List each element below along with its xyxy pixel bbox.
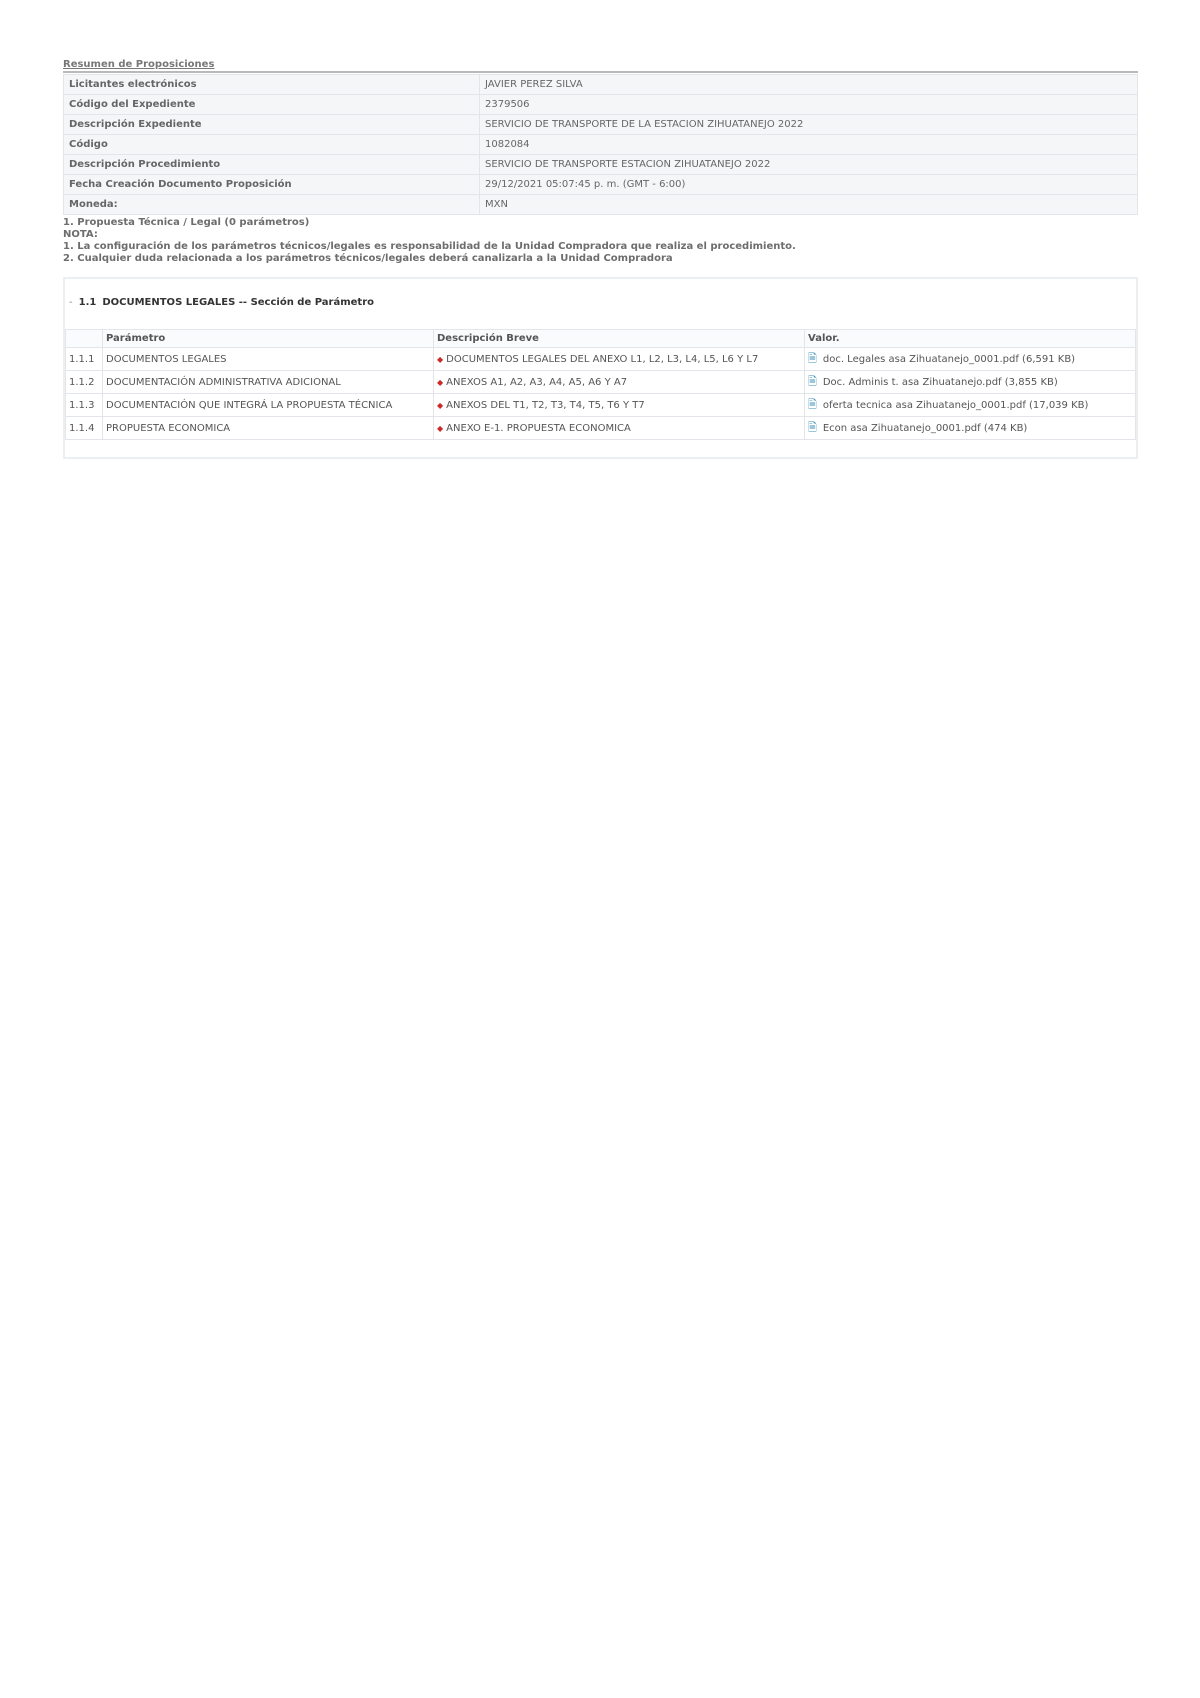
table-header-row xyxy=(66,330,1136,348)
table-row xyxy=(64,75,1138,95)
row-value xyxy=(805,371,1136,394)
summary-value: 29/12/2021 05:07:45 p. m. (GMT - 6:00) xyxy=(480,175,1138,195)
row-desc-text: ANEXO E-1. PROPUESTA ECONOMICA xyxy=(446,422,631,434)
column-header-param: Parámetro xyxy=(103,330,434,348)
row-desc xyxy=(434,394,805,417)
notes-line: 1. La configuración de los parámetros técnicos/legales es responsabilidad de la Unidad Compradora que realiza el procedimiento. xyxy=(63,241,796,252)
table-row xyxy=(64,95,1138,115)
summary-value: 2379506 xyxy=(480,95,1138,115)
diamond-bullet-icon: ◆ xyxy=(437,354,444,364)
row-param: DOCUMENTACIÓN ADMINISTRATIVA ADICIONAL xyxy=(103,371,434,394)
document-file-icon[interactable]: 🗎 xyxy=(808,397,817,411)
row-desc xyxy=(434,417,805,440)
row-number: 1.1.4 xyxy=(66,417,103,440)
summary-label: Moneda: xyxy=(64,195,480,215)
table-row xyxy=(64,115,1138,135)
summary-label: Descripción Procedimiento xyxy=(64,155,480,175)
notes-line: NOTA: xyxy=(63,229,98,240)
row-number: 1.1.1 xyxy=(66,348,103,371)
table-row xyxy=(64,175,1138,195)
parameter-section xyxy=(63,277,1138,459)
row-param: DOCUMENTACIÓN QUE INTEGRÁ LA PROPUESTA TÉCNICA xyxy=(103,394,434,417)
summary-label: Fecha Creación Documento Proposición xyxy=(64,175,480,195)
document-file-icon[interactable]: 🗎 xyxy=(808,374,817,388)
summary-value: 1082084 xyxy=(480,135,1138,155)
summary-table xyxy=(63,74,1138,215)
section-title: DOCUMENTOS LEGALES -- Sección de Parámetro xyxy=(102,297,374,308)
row-desc xyxy=(434,348,805,371)
table-row xyxy=(66,371,1136,394)
table-row xyxy=(64,155,1138,175)
notes-block xyxy=(63,217,1138,265)
column-header-number xyxy=(66,330,103,348)
page-title: Resumen de Proposiciones xyxy=(63,58,1138,73)
table-row xyxy=(64,195,1138,215)
summary-value: SERVICIO DE TRANSPORTE DE LA ESTACION ZIHUATANEJO 2022 xyxy=(480,115,1138,135)
file-link[interactable]: doc. Legales asa Zihuatanejo_0001.pdf (6,591 KB) xyxy=(822,353,1076,365)
summary-label: Descripción Expediente xyxy=(64,115,480,135)
row-number: 1.1.3 xyxy=(66,394,103,417)
column-header-value: Valor. xyxy=(805,330,1136,348)
table-row xyxy=(66,348,1136,371)
summary-value: MXN xyxy=(480,195,1138,215)
notes-line: 1. Propuesta Técnica / Legal (0 parámetros) xyxy=(63,217,310,228)
document-file-icon[interactable]: 🗎 xyxy=(808,351,817,365)
row-number: 1.1.2 xyxy=(66,371,103,394)
row-value xyxy=(805,348,1136,371)
summary-label: Código del Expediente xyxy=(64,95,480,115)
file-link[interactable]: oferta tecnica asa Zihuatanejo_0001.pdf (17,039 KB) xyxy=(822,399,1089,411)
row-desc-text: ANEXOS A1, A2, A3, A4, A5, A6 Y A7 xyxy=(446,376,628,388)
table-row xyxy=(66,394,1136,417)
file-link[interactable]: Doc. Adminis t. asa Zihuatanejo.pdf (3,855 KB) xyxy=(822,376,1058,388)
document-file-icon[interactable]: 🗎 xyxy=(808,420,817,434)
summary-value: JAVIER PEREZ SILVA xyxy=(480,75,1138,95)
parameters-table xyxy=(65,329,1136,440)
collapse-toggle[interactable]: - xyxy=(69,297,73,308)
notes-line: 2. Cualquier duda relacionada a los parámetros técnicos/legales deberá canalizarla a la Unidad Compradora xyxy=(63,253,673,264)
diamond-bullet-icon: ◆ xyxy=(437,400,444,410)
summary-label: Licitantes electrónicos xyxy=(64,75,480,95)
row-param: PROPUESTA ECONOMICA xyxy=(103,417,434,440)
row-desc-text: DOCUMENTOS LEGALES DEL ANEXO L1, L2, L3, L4, L5, L6 Y L7 xyxy=(446,353,759,365)
row-desc-text: ANEXOS DEL T1, T2, T3, T4, T5, T6 Y T7 xyxy=(446,399,645,411)
row-value xyxy=(805,394,1136,417)
table-row xyxy=(66,417,1136,440)
summary-value: SERVICIO DE TRANSPORTE ESTACION ZIHUATANEJO 2022 xyxy=(480,155,1138,175)
diamond-bullet-icon: ◆ xyxy=(437,423,444,433)
row-param: DOCUMENTOS LEGALES xyxy=(103,348,434,371)
column-header-desc: Descripción Breve xyxy=(434,330,805,348)
document-page xyxy=(63,58,1138,459)
section-number: 1.1 xyxy=(78,297,97,308)
row-value xyxy=(805,417,1136,440)
file-link[interactable]: Econ asa Zihuatanejo_0001.pdf (474 KB) xyxy=(822,422,1028,434)
section-header[interactable] xyxy=(69,297,374,308)
summary-label: Código xyxy=(64,135,480,155)
diamond-bullet-icon: ◆ xyxy=(437,377,444,387)
table-row xyxy=(64,135,1138,155)
row-desc xyxy=(434,371,805,394)
